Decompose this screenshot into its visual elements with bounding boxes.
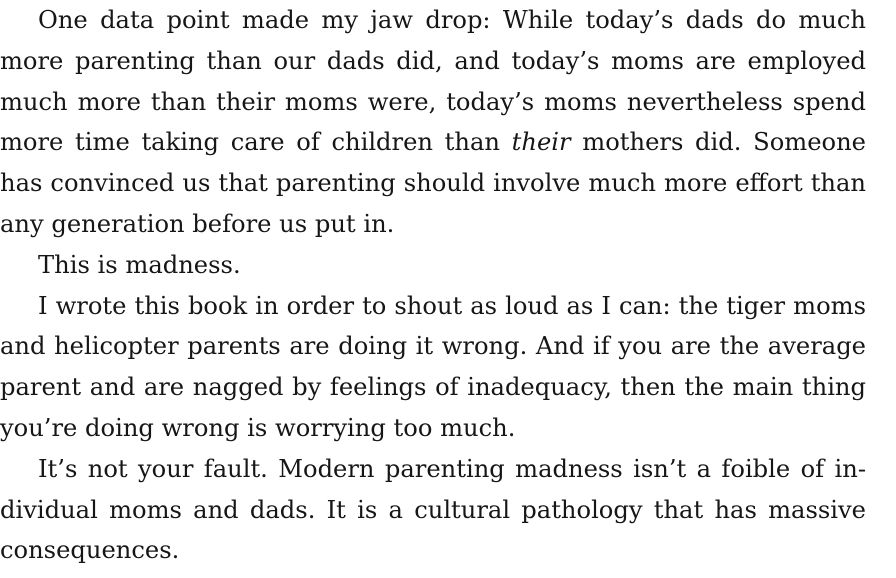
text-line: more parenting than our dads did, and today’s moms are employed <box>0 46 866 75</box>
paragraph-1 <box>0 0 866 245</box>
text-line: you’re doing wrong is worrying too much. <box>0 413 516 442</box>
paragraph-4 <box>0 449 866 571</box>
text-line: and helicopter parents are doing it wrong. And if you are the average <box>0 332 866 361</box>
text-line: This is madness. <box>38 250 241 279</box>
text-line: One data point made my jaw drop: While today’s dads do much <box>38 6 866 34</box>
text-line: much more than their moms were, today’s moms nevertheless spend <box>0 87 866 116</box>
text-line: parent and are nagged by feelings of inadequacy, then the main thing <box>0 373 866 402</box>
emphasized-word: their <box>511 128 571 157</box>
text-segment: mothers did. Someone <box>582 128 866 157</box>
text-line: consequences. <box>0 536 180 565</box>
paragraph-3 <box>0 286 866 449</box>
text-line: I wrote this book in order to shout as loud as I can: the tiger moms <box>38 291 866 320</box>
text-line: It’s not your fault. Modern parenting madness isn’t a foible of in- <box>38 454 866 483</box>
text-line: dividual moms and dads. It is a cultural pathology that has massive <box>0 495 866 524</box>
paragraph-2 <box>0 245 866 286</box>
text-line: any generation before us put in. <box>0 209 395 238</box>
text-segment: more time taking care of children than <box>0 128 500 157</box>
text-line-with-emphasis <box>0 122 866 163</box>
text-line: has convinced us that parenting should involve much more effort than <box>0 169 866 198</box>
